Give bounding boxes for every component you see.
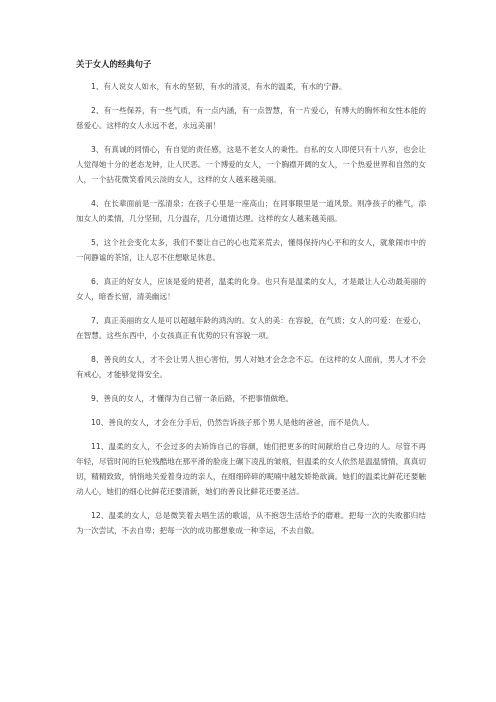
paragraph-11: 11、温柔的女人，不会过多的去矫饰自己的容颜，她们把更多的时间献给自己身边的人。尽管不再年轻，尽管时间的巨轮残酷地在那平滑的脸庞上碾下凌乱的皱痕，但温柔的女人依然是温温情情，真真切切，精精致致，悄悄地关爱着身边的亲人，在细细碎碎的呢喃中越发娇艳欲滴。她们的温柔比鲜花还要触动人心，她们的细心比鲜花还要清新，她们的善良比鲜花还要圣洁。 bbox=[76, 442, 426, 496]
paragraph-4: 4、在长辈面前是一泓清泉；在孩子心里是一座高山；在同事眼里是一道风景。则净孩子的稚气，添加女人的柔情，几分坚韧，几分温存，几分通情达理。这样的女人越来越美丽。 bbox=[76, 199, 426, 223]
paragraph-2: 2、有一些保养，有一些气质，有一点内涵，有一点智慧，有一片爱心，有博大的胸怀和女性本能的慈爱心。这样的女人永远不老，永远美丽！ bbox=[76, 106, 426, 130]
paragraph-6: 6、真正的好女人，应该是爱的使者，温柔的化身。也只有是温柔的女人，才是最让人心动最美丽的女人，暗香长留，清美幽远！ bbox=[76, 277, 426, 301]
paragraph-12: 12、温柔的女人，总是微笑着去唱生活的歌谣，从不抱怨生活给予的磨难。把每一次的失败都归结为一次尝试，不去自卑；把每一次的成功都想象成一种幸运，不去自傲。 bbox=[76, 511, 426, 535]
document-page bbox=[76, 58, 426, 547]
paragraph-8: 8、善良的女人，才不会让男人担心害怕，男人对她才会念念不忘。在这样的女人面前，男人才不会有戒心，才能够觉得安全。 bbox=[76, 355, 426, 379]
paragraph-10: 10、善良的女人，才会在分手后，仍然告诉孩子那个男人是他的爸爸，而不是仇人。 bbox=[91, 418, 375, 427]
document-title: 关于女人的经典句子 bbox=[76, 59, 152, 69]
paragraph-1: 1、有人说女人如水，有水的坚韧，有水的清灵，有水的温柔，有水的宁静。 bbox=[91, 82, 347, 91]
paragraph-7: 7、真正美丽的女人是可以超越年龄的鸿沟的。女人的美：在容貌，在气质；女人的可爱：在爱心，在智慧。这些东西中，小女孩真正有优势的只有容貌一项。 bbox=[76, 316, 426, 340]
paragraph-3: 3、有真诚的同情心，有自觉的责任感，这是不老女人的秉性。自私的女人即使只有十八岁，也会让人觉得她十分的老态龙钟，让人厌恶。一个博爱的女人，一个胸襟开阔的女人，一个热爱世界和自然的女人，一个拈花微笑看风云淡的女人，这样的女人越来越美丽。 bbox=[76, 145, 426, 184]
paragraph-5: 5、这个社会变化太多，我们不要让自己的心也荒来荒去，懂得保持内心平和的女人，就象闹市中的一间静谧的茶馆，让人忍不住想歇足休息。 bbox=[76, 238, 426, 262]
paragraph-9: 9、善良的女人，才懂得为自己留一条后路，不把事情做绝。 bbox=[91, 394, 294, 403]
